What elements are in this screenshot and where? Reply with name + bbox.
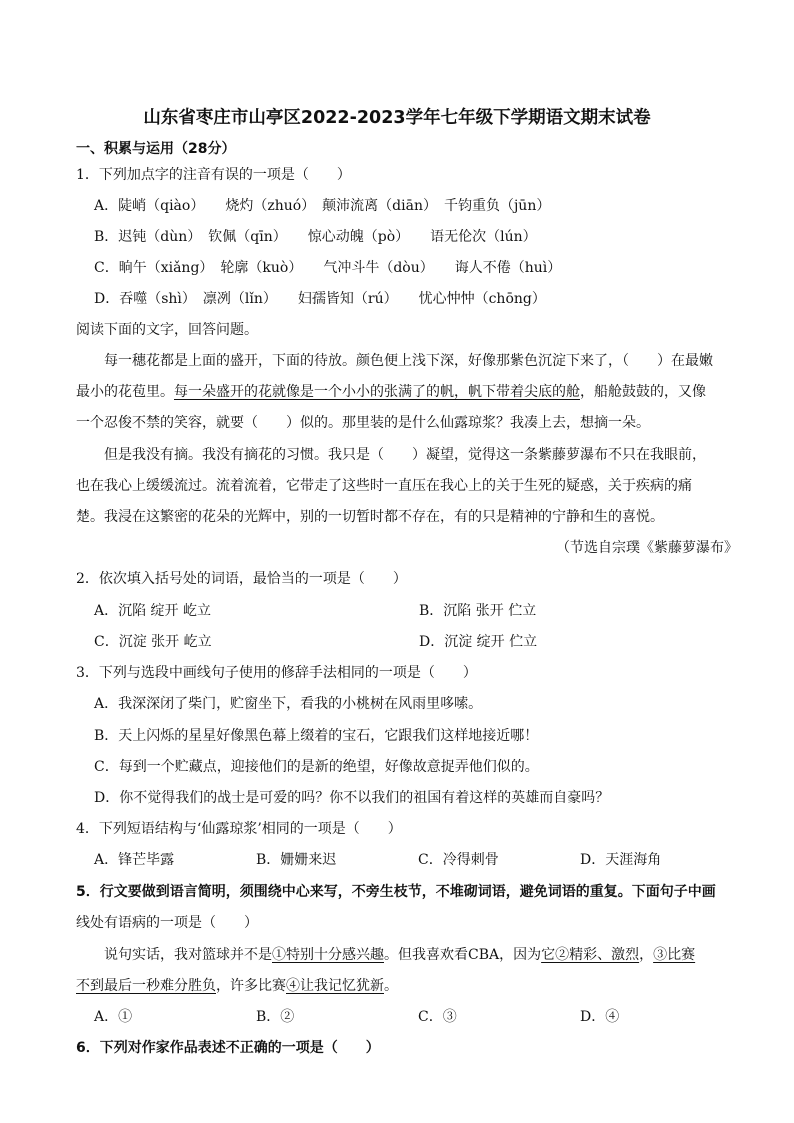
sentence-text: 。 [384,978,398,994]
underlined-part-1: ①特别十分感兴趣 [272,947,384,963]
q3-option-a: A．我深深闭了柴门，贮窗坐下，看我的小桃树在风雨里哆嗦。 [94,696,483,712]
q5-option-b: B．② [256,1009,295,1025]
q4-option-d: D．天涯海角 [580,852,662,868]
q6-stem: 6．下列对作家作品表述不正确的一项是（ ） [76,1040,380,1056]
q3-stem: 3．下列与选段中画线句子使用的修辞手法相同的一项是（ ） [76,665,477,681]
passage-p1-line3: 一个忍俊不禁的笑容，就要（ ）似的。那里装的是什么仙露琼浆？我凑上去，想摘一朵。 [76,415,650,431]
q4-option-a: A．锋芒毕露 [94,852,175,868]
passage-text: ，船舱鼓鼓的，又像 [580,384,706,400]
underlined-part-2: 它②精彩、激烈 [541,947,640,963]
q2-option-c: C．沉淀 张开 屹立 [94,634,212,650]
passage-p2-line1: 但是我没有摘。我没有摘花的习惯。我只是（ ）凝望，觉得这一条紫藤萝瀑布不只在我眼前， [104,447,706,463]
q4-option-b: B．姗姗来迟 [256,852,337,868]
q1-option-d: D．吞噬（shì） 凛冽（lǐn） 妇孺皆知（rú） 忧心忡忡（chōng） [94,291,546,307]
underlined-sentence: 每一朵盛开的花就像是一个小小的张满了的帆，帆下带着尖底的舱 [174,384,580,400]
sentence-text: ，许多比赛 [216,978,286,994]
q2-option-a: A．沉陷 绽开 屹立 [94,603,212,619]
page-title: 山东省枣庄市山亭区2022-2023学年七年级下学期语文期末试卷 [143,108,651,128]
q4-stem: 4．下列短语结构与‘仙露琼浆’相同的一项是（ ） [76,821,402,837]
sentence-text: 说句实话，我对篮球并不是 [104,947,272,963]
q2-option-b: B．沉陷 张开 伫立 [419,603,537,619]
underlined-part-3: ③比赛 [653,947,696,963]
q1-option-a: A．陡峭（qiào） 烧灼（zhuó） 颠沛流离（diān） 千钧重负（jūn） [94,198,551,214]
q2-stem: 2．依次填入括号处的词语，最恰当的一项是（ ） [76,571,407,587]
q1-option-b: B．迟钝（dùn） 钦佩（qīn） 惊心动魄（pò） 语无伦次（lún） [94,229,537,245]
passage-p2-line2: 也在我心上缓缓流过。流着流着，它带走了这些时一直压在我心上的关于生死的疑惑，关于疾病的痛 [76,478,692,494]
q1-stem: 1．下列加点字的注音有误的一项是（ ） [76,167,351,183]
reading-intro: 阅读下面的文字，回答问题。 [76,322,258,338]
q3-option-c: C．每到一个贮藏点，迎接他们的是新的绝望，好像故意捉弄他们似的。 [94,759,539,775]
passage-p1-line1: 每一穗花都是上面的盛开，下面的待放。颜色便上浅下深，好像那紫色沉淀下来了，（ ）在最嫩 [104,353,713,369]
q5-option-c: C．③ [418,1009,457,1025]
q3-option-d: D．你不觉得我们的战士是可爱的吗？你不以我们的祖国有着这样的英雄而自豪吗？ [94,790,610,806]
passage-source: （节选自宗璞《紫藤萝瀑布》 [556,540,738,556]
q5-stem-line2: 线处有语病的一项是（ ） [76,915,258,931]
sentence-text: ， [639,947,654,963]
q5-sentence-line2 [76,976,398,998]
passage-p2-line3: 楚。我浸在这繁密的花朵的光辉中，别的一切暂时都不存在，有的只是精神的宁静和生的喜悦。 [76,509,664,525]
q4-option-c: C．冷得刺骨 [418,852,499,868]
q5-option-d: D．④ [580,1009,620,1025]
passage-text: 最小的花苞里。 [76,384,174,400]
q1-option-c: C．晌午（xiǎng） 轮廓（kuò） 气冲斗牛（dòu） 诲人不倦（huì） [94,260,562,276]
q5-sentence-line1 [104,945,695,967]
underlined-part-3-cont: 不到最后一秒难分胜负 [76,978,216,994]
underlined-part-4: ④让我记忆犹新 [286,978,384,994]
q5-stem-line1: 5．行文要做到语言简明，须围绕中心来写，不旁生枝节，不堆砌词语，避免词语的重复。下面句子中画 [76,884,716,900]
q2-option-d: D．沉淀 绽开 伫立 [419,634,538,650]
q5-option-a: A．① [94,1009,133,1025]
q3-option-b: B．天上闪烁的星星好像黑色幕上缀着的宝石，它跟我们这样地接近哪！ [94,728,539,744]
passage-p1-line2 [76,382,706,404]
section-heading: 一、积累与运用（28分） [76,141,236,157]
sentence-text: 。但我喜欢看CBA，因为 [384,947,542,963]
